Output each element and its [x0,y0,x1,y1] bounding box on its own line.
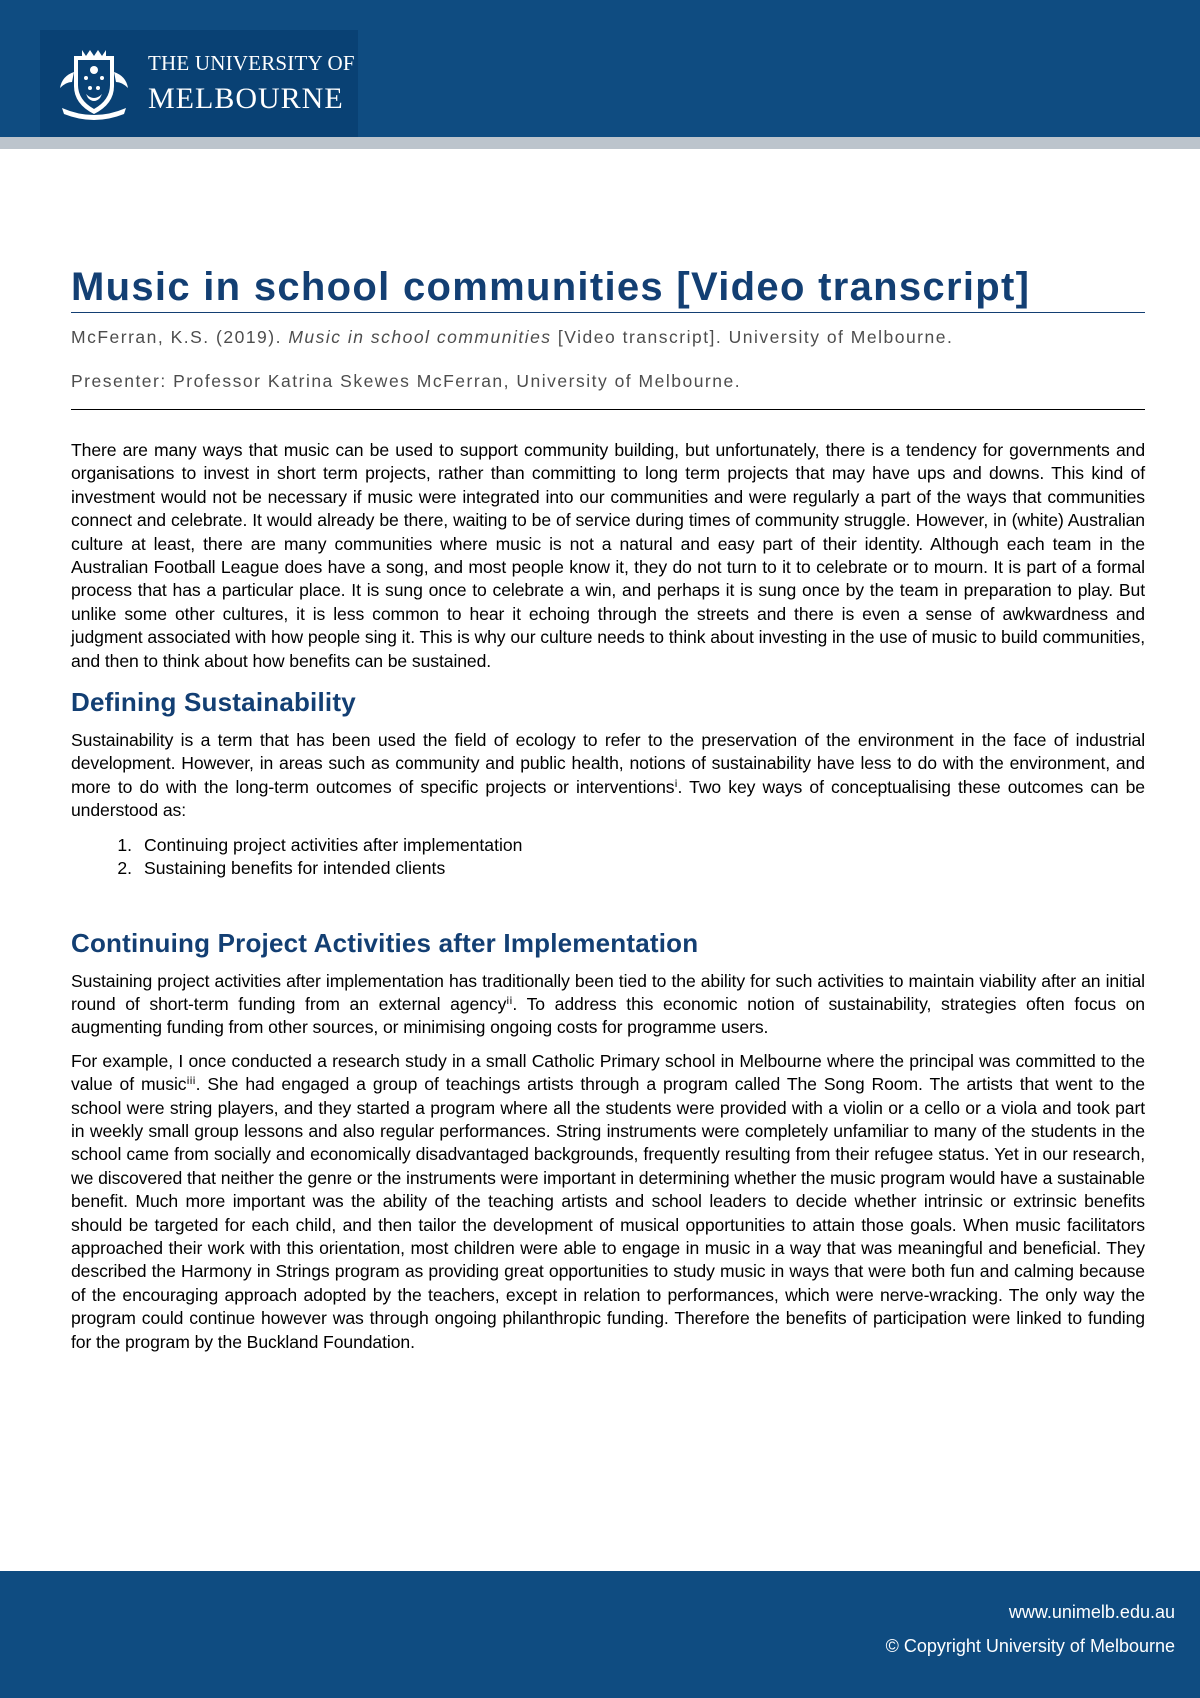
university-logo[interactable] [40,30,358,137]
citation-suffix: [Video transcript]. University of Melbourne. [551,327,954,347]
section-heading-continuing-activities: Continuing Project Activities after Implementation [71,927,699,958]
defining-paragraph: Sustainability is a term that has been used the field of ecology to refer to the preservation of the environment in the face of industrial development. However, in areas such as community and public health, notions of sustainability have less to do with the environment, and more to do with the long-term outcomes of specific projects or interventionsⁱ. Two key ways of conceptualising these outcomes can be understood as: [71,730,1145,821]
numbered-list [71,834,1145,881]
footer-url-link[interactable]: www.unimelb.edu.au [1008,1602,1175,1622]
continuing-paragraph-2: For example, I once conducted a research study in a small Catholic Primary school in Melbourne where the principal was committed to the value of musicⁱⁱⁱ. She had engaged a group of teachings artists through a program called The Song Room. The artists that went to the school were string players, and they started a program where all the students were provided with a violin or a cello or a viola and took part in weekly small group lessons and also regular performances. String instruments were completely unfamiliar to many of the students in the school came from socially and economically disadvantaged backgrounds, frequently resulting from their refugee status. Yet in our research, we discovered that neither the genre or the instruments were important in determining whether the music program would have a sustainable benefit. Much more important was the ability of the teaching artists and school leaders to decide whether intrinsic or extrinsic benefits should be targeted for each child, and then tailor the development of musical opportunities to attain those goals. When music facilitators approached their work with this orientation, most children were able to engage in music in a way that was meaningful and beneficial. They described the Harmony in Strings program as providing great opportunities to study music in ways that were both fun and calming because of the encouraging approach adopted by the teachers, except in relation to performances, which were nerve-wracking. The only way the program could continue however was through ongoing philanthropic funding. Therefore the benefits of participation were linked to funding for the program by the Buckland Foundation. [71,1050,1145,1352]
list-item [71,834,1145,857]
list-text: Sustaining benefits for intended clients [144,858,446,879]
citation-title: Music in school communities [288,327,552,347]
page-title: Music in school communities [Video transcript] [71,262,1145,313]
divider [71,409,1145,410]
header-rule [0,137,1200,149]
list-number: 2. [117,858,132,879]
presenter: Presenter: Professor Katrina Skewes McFerran, University of Melbourne. [71,371,742,391]
logo-line1: THE UNIVERSITY OF [148,51,355,75]
logo-line2: MELBOURNE [148,82,344,115]
list-number: 1. [117,834,132,855]
citation [71,326,1145,348]
list-text: Continuing project activities after implementation [144,834,523,855]
document-content [71,262,1145,1354]
intro-paragraph: There are many ways that music can be used to support community building, but unfortunately, there is a tendency for governments and organisations to invest in short term projects, rather than committing to long term projects that may have ups and downs. This kind of investment would not be necessary if music were integrated into our communities and were regularly a part of the ways that communities connect and celebrate. It would already be there, waiting to be of service during times of community struggle. However, in (white) Australian culture at least, there are many communities where music is not a natural and easy part of their identity. Although each team in the Australian Football League does have a song, and most people know it, they do not turn to it to celebrate or to mourn. It is part of a formal process that has a particular place. It is sung once to celebrate a win, and perhaps it is sung once by the team in preparation to play. But unlike some other cultures, it is less common to hear it echoing through the streets and there is even a sense of awkwardness and judgment associated with how people sing it. This is why our culture needs to think about investing in the use of music to build communities, and then to think about how benefits can be sustained. [71,440,1145,671]
list-item [71,857,1145,880]
footer-band [0,1571,1200,1698]
citation-prefix: McFerran, K.S. (2019). [71,327,289,347]
continuing-paragraph-1: Sustaining project activities after implementation has traditionally been tied to the ability for such activities to maintain viability after an initial round of short-term funding from an external agencyⁱⁱ. To address this economic notion of sustainability, strategies often focus on augmenting funding from other sources, or minimising ongoing costs for programme users. [71,970,1145,1038]
footer-copyright: © Copyright University of Melbourne [885,1636,1175,1656]
section-heading-defining-sustainability: Defining Sustainability [71,687,356,718]
crest-icon [56,48,132,122]
